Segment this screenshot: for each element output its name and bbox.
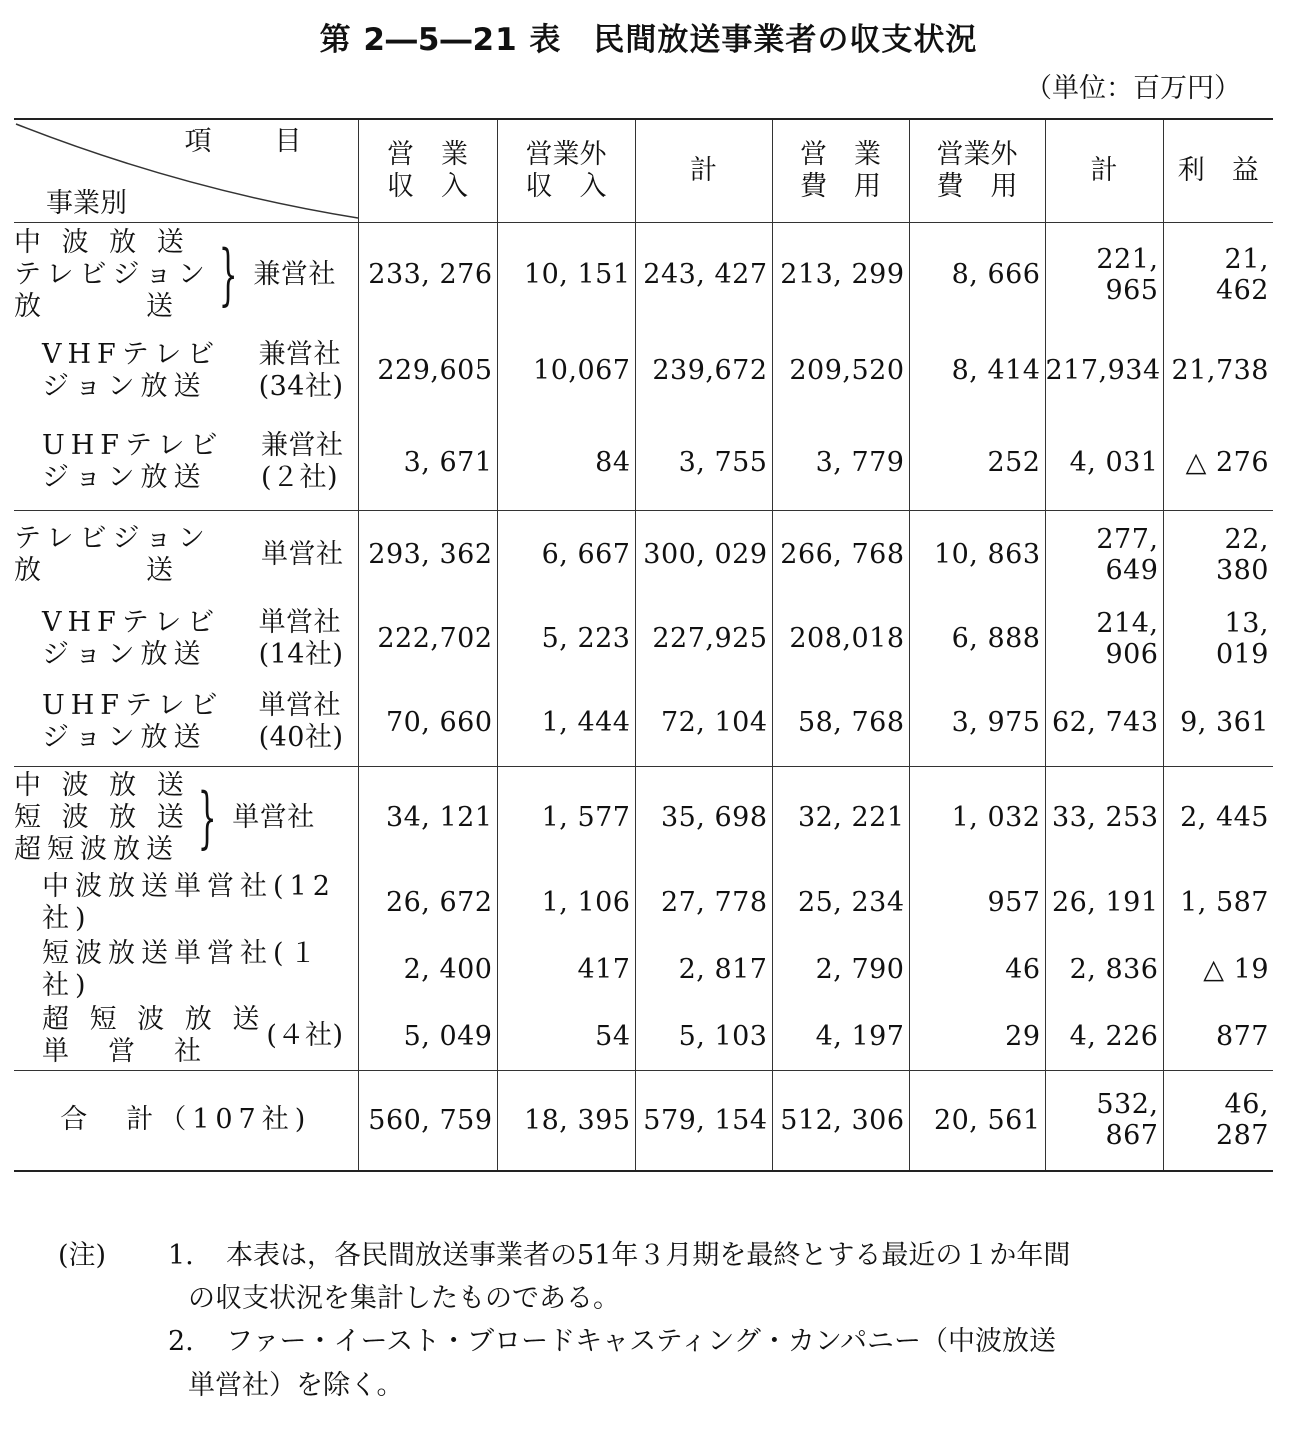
table-cell: 26, 191 — [1045, 869, 1163, 937]
table-cell: 5, 049 — [358, 1003, 497, 1071]
income-table — [14, 118, 1273, 1172]
row-tag — [259, 690, 358, 754]
table-cell: 26, 672 — [358, 869, 497, 937]
table-cell: 58, 768 — [772, 679, 909, 767]
col-nonoperating-revenue — [497, 119, 635, 223]
table-cell: 10, 151 — [497, 223, 635, 327]
row-name-line: 中波放送単営社(12社) — [42, 870, 336, 934]
table-row — [14, 679, 1273, 767]
table-row — [14, 599, 1273, 679]
table-cell: △ 276 — [1163, 415, 1273, 511]
row-tag — [259, 339, 358, 403]
table-cell: 22, 380 — [1163, 511, 1273, 599]
note-number: 2. — [168, 1326, 194, 1358]
table-cell: 4, 031 — [1045, 415, 1163, 511]
table-cell: 266, 768 — [772, 511, 909, 599]
table-cell: 579, 154 — [635, 1071, 772, 1171]
row-name-line: 超 短 波 放 送 — [42, 1004, 266, 1036]
col-nonoperating-expense — [909, 119, 1045, 223]
row-label — [14, 869, 358, 937]
row-tag-line: (２社) — [261, 462, 339, 494]
table-cell: 1, 587 — [1163, 869, 1273, 937]
row-label — [14, 1003, 358, 1071]
table-cell: 13, 019 — [1163, 599, 1273, 679]
row-name-line: VHFテレビ — [42, 338, 221, 370]
row-name-line: テレビジョン — [14, 258, 211, 290]
row-tag — [253, 259, 350, 291]
note-item-1 — [58, 1234, 1268, 1277]
col-revenue-total — [635, 119, 772, 223]
table-title: 第 2―5―21 表 民間放送事業者の収支状況 — [319, 22, 978, 58]
table-cell: 2, 836 — [1045, 937, 1163, 1003]
table-cell: 957 — [909, 869, 1045, 937]
table-cell: 417 — [497, 937, 635, 1003]
row-tag-line: 単営社 — [232, 801, 315, 833]
table-cell: 3, 671 — [358, 415, 497, 511]
table-cell: 277, 649 — [1045, 511, 1163, 599]
table-row — [14, 937, 1273, 1003]
table-cell: 27, 778 — [635, 869, 772, 937]
row-tag — [259, 607, 358, 671]
table-cell: 560, 759 — [358, 1071, 497, 1171]
header-corner — [14, 119, 358, 223]
col-profit — [1163, 119, 1273, 223]
table-cell: 2, 400 — [358, 937, 497, 1003]
row-name-line: ジョン放送 — [42, 370, 207, 402]
row-tag-line: (14社) — [258, 638, 344, 670]
note-continuation: の収支状況を集計したものである。 — [188, 1283, 620, 1315]
row-name-line: ジョン放送 — [42, 462, 207, 494]
table-cell: 243, 427 — [635, 223, 772, 327]
row-name — [42, 938, 358, 1002]
row-tag — [232, 802, 329, 834]
note-text: 本表は，各民間放送事業者の51年３月期を最終とする最近の１か年間 — [226, 1240, 1071, 1271]
table-cell: 3, 779 — [772, 415, 909, 511]
table-cell: 1, 577 — [497, 767, 635, 869]
table-cell: 233, 276 — [358, 223, 497, 327]
notes — [58, 1234, 1268, 1407]
row-name — [42, 339, 220, 403]
table-cell: 2, 790 — [772, 937, 909, 1003]
row-name-line: 中 波 放 送 — [14, 226, 190, 258]
table-row — [14, 415, 1273, 511]
col-operating-expense — [772, 119, 909, 223]
table-cell: 1, 032 — [909, 767, 1045, 869]
row-tag — [266, 1020, 357, 1052]
row-name-line: UHFテレビ — [42, 430, 224, 462]
table-cell: 5, 223 — [497, 599, 635, 679]
table-cell: 213, 299 — [772, 223, 909, 327]
brace-icon: } — [218, 235, 238, 313]
table-cell: 46 — [909, 937, 1045, 1003]
row-name-line: 放 送 — [14, 290, 179, 322]
row-name-line: 中 波 放 送 — [14, 769, 190, 801]
header-label: 収 入 — [525, 171, 607, 202]
row-name — [60, 1104, 311, 1136]
table-cell: 35, 698 — [635, 767, 772, 869]
table-cell: 21, 462 — [1163, 223, 1273, 327]
row-name — [14, 227, 211, 323]
row-tag-line: 単営社 — [258, 690, 342, 722]
row-name — [42, 430, 224, 494]
table-cell: 3, 755 — [635, 415, 772, 511]
table-cell: 5, 103 — [635, 1003, 772, 1071]
header-row — [14, 119, 1273, 223]
row-tag-line: 兼営社 — [258, 338, 342, 370]
unit-note: （単位：百万円） — [1025, 73, 1241, 104]
table-row — [14, 327, 1273, 415]
table-cell: 1, 444 — [497, 679, 635, 767]
row-name-line: 短 波 放 送 — [14, 801, 190, 833]
table-row — [14, 767, 1273, 869]
header-business-label: 事業別 — [46, 187, 127, 219]
table-cell: 8, 414 — [909, 327, 1045, 415]
row-name-line: 単 営 社 — [42, 1036, 207, 1068]
header-label: 営 業 — [387, 138, 468, 170]
table-cell: 54 — [497, 1003, 635, 1071]
table-cell: 18, 395 — [497, 1071, 635, 1171]
table-cell: 72, 104 — [635, 679, 772, 767]
row-label — [14, 223, 358, 327]
row-name — [14, 770, 190, 866]
table-cell: 84 — [497, 415, 635, 511]
row-label — [14, 679, 358, 767]
header-label: 費 用 — [800, 171, 881, 202]
table-cell: 34, 121 — [358, 767, 497, 869]
row-name-line: 短波放送単営社(１社) — [42, 937, 323, 1001]
table-cell: 512, 306 — [772, 1071, 909, 1171]
table-cell: 25, 234 — [772, 869, 909, 937]
row-label — [14, 1071, 358, 1171]
table-cell: 8, 666 — [909, 223, 1045, 327]
row-name-line: ジョン放送 — [42, 722, 207, 754]
row-label — [14, 415, 358, 511]
table-cell: 21,738 — [1163, 327, 1273, 415]
table-cell: 532, 867 — [1045, 1071, 1163, 1171]
row-tag-line: (40社) — [258, 722, 344, 754]
table-cell: 209,520 — [772, 327, 909, 415]
row-tag — [261, 430, 358, 494]
table-row — [14, 1003, 1273, 1071]
row-tag-line: (34社) — [258, 370, 344, 402]
row-label — [14, 327, 358, 415]
table-row — [14, 511, 1273, 599]
row-name — [42, 1004, 265, 1068]
header-label: 計 — [1090, 154, 1118, 186]
table-cell: 1, 106 — [497, 869, 635, 937]
note-continuation: 単営社）を除く。 — [188, 1369, 404, 1401]
table-cell: 4, 197 — [772, 1003, 909, 1071]
row-name-line: テレビジョン — [14, 522, 211, 554]
table-cell: 252 — [909, 415, 1045, 511]
header-label: 営 業 — [800, 138, 881, 170]
table-cell: 208,018 — [772, 599, 909, 679]
brace-icon: } — [197, 778, 217, 856]
header-item-label: 項 目 — [184, 126, 320, 157]
table-cell: 227,925 — [635, 599, 772, 679]
row-tag-line: (４社) — [266, 1020, 344, 1052]
row-name — [42, 690, 224, 754]
table-cell: 20, 561 — [909, 1071, 1045, 1171]
table-cell: 70, 660 — [358, 679, 497, 767]
table-cell: △ 19 — [1163, 937, 1273, 1003]
table-row — [14, 1071, 1273, 1171]
table-cell: 32, 221 — [772, 767, 909, 869]
table-cell: 3, 975 — [909, 679, 1045, 767]
table-cell: 217,934 — [1045, 327, 1163, 415]
row-name-line: UHFテレビ — [42, 690, 224, 722]
row-name-line: ジョン放送 — [42, 638, 207, 670]
table-cell: 2, 817 — [635, 937, 772, 1003]
row-label — [14, 599, 358, 679]
table-cell: 6, 888 — [909, 599, 1045, 679]
row-label — [14, 767, 358, 869]
header-label: 計 — [690, 154, 717, 186]
row-tag-line: 単営社 — [258, 606, 342, 638]
row-tag — [261, 539, 358, 571]
header-label: 利 益 — [1177, 154, 1259, 186]
row-tag-line: 単営社 — [261, 538, 344, 570]
table-cell: 300, 029 — [635, 511, 772, 599]
table-cell: 10, 863 — [909, 511, 1045, 599]
col-operating-revenue — [358, 119, 497, 223]
table-cell: 222,702 — [358, 599, 497, 679]
table-cell: 2, 445 — [1163, 767, 1273, 869]
row-name-line: VHFテレビ — [42, 606, 221, 638]
table-cell: 6, 667 — [497, 511, 635, 599]
table-cell: 46, 287 — [1163, 1071, 1273, 1171]
row-label — [14, 511, 358, 599]
row-tag-line: 兼営社 — [253, 258, 336, 290]
table-cell: 9, 361 — [1163, 679, 1273, 767]
table-cell: 33, 253 — [1045, 767, 1163, 869]
table-cell: 877 — [1163, 1003, 1273, 1071]
row-name-line: 超短波放送 — [14, 833, 179, 865]
table-cell: 214, 906 — [1045, 599, 1163, 679]
notes-label: (注) — [58, 1240, 107, 1271]
row-name — [14, 523, 211, 587]
table-cell: 29 — [909, 1003, 1045, 1071]
table-body — [14, 223, 1273, 1171]
row-name-line: 放 送 — [14, 554, 179, 586]
table-cell: 10,067 — [497, 327, 635, 415]
table-cell: 293, 362 — [358, 511, 497, 599]
header-label: 営業外 — [525, 138, 607, 170]
row-name-line: 合 計（107社) — [60, 1104, 312, 1136]
header-label: 営業外 — [936, 138, 1018, 170]
table-cell: 62, 743 — [1045, 679, 1163, 767]
table-cell: 239,672 — [635, 327, 772, 415]
row-tag-line: 兼営社 — [261, 430, 344, 462]
note-item-2 — [58, 1320, 1268, 1363]
row-name — [42, 871, 358, 935]
table-cell: 4, 226 — [1045, 1003, 1163, 1071]
row-label — [14, 937, 358, 1003]
header-label: 費 用 — [936, 171, 1018, 202]
table-cell: 221, 965 — [1045, 223, 1163, 327]
row-name — [42, 607, 220, 671]
table-cell: 229,605 — [358, 327, 497, 415]
table-row — [14, 223, 1273, 327]
table-row — [14, 869, 1273, 937]
header-label: 収 入 — [387, 171, 468, 202]
note-text: ファー・イースト・ブロードキャスティング・カンパニー（中波放送 — [226, 1326, 1056, 1358]
col-expense-total — [1045, 119, 1163, 223]
note-number: 1. — [168, 1240, 194, 1271]
